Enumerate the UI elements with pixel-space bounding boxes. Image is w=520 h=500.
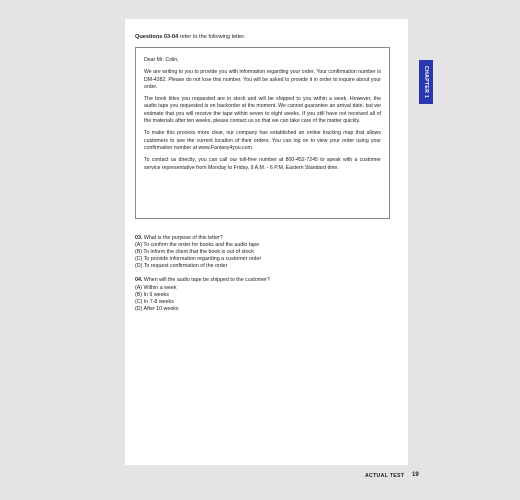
answer-option-b: (B) In 9 weeks bbox=[135, 291, 169, 298]
document-page bbox=[125, 19, 408, 465]
question-list bbox=[135, 235, 395, 320]
letter-paragraph-1: We are writing to you to provide you with information regarding your order. Your confirmation number is DM-4382. Please do not lose this number. You will be asked to provide it in order to inquire about your order. bbox=[144, 69, 381, 90]
question-stem bbox=[135, 277, 395, 284]
answer-option-c: (C) To provide information regarding a customer order bbox=[135, 256, 262, 263]
footer-label: ACTUAL TEST bbox=[365, 473, 405, 479]
letter-salutation: Dear Mr. Colin, bbox=[144, 57, 179, 63]
question-text: When will the audio tape be shipped to the customer? bbox=[142, 277, 270, 284]
answer-option-d: (D) To request confirmation of the order bbox=[135, 263, 228, 270]
answer-option-a: (A) Within a week bbox=[135, 284, 177, 291]
questions-heading bbox=[135, 34, 245, 41]
question-03 bbox=[135, 235, 395, 270]
letter-paragraph-2: The book titles you requested are in stock and will be shipped to you within a week. However, the audio tape you requested is on backorder at the moment. We cannot guarantee an arrival date, but we estimate that you will receive the tape within seven to eight weeks. If you still have not received all of the materials after ten weeks, please contact us so that we can take care of the matter quickly. bbox=[144, 96, 381, 125]
questions-heading-text: refer to the following letter. bbox=[178, 34, 246, 40]
answer-option-b: (B) To inform the client that the book is out of stock bbox=[135, 249, 254, 256]
answer-option-c: (C) In 7-8 weeks bbox=[135, 298, 174, 305]
question-stem bbox=[135, 235, 395, 242]
letter-box bbox=[135, 47, 390, 219]
answer-option-a: (A) To confirm the order for books and the audio tape bbox=[135, 242, 260, 249]
answer-option-d: (D) After 10 weeks bbox=[135, 305, 179, 312]
question-04 bbox=[135, 277, 395, 312]
chapter-tab bbox=[419, 60, 433, 104]
question-number: 04. bbox=[135, 277, 143, 284]
question-text: What is the purpose of this letter? bbox=[142, 235, 223, 241]
letter-paragraph-4: To contact us directly, you can call our toll-free number at 800-452-7245 to speak with a customer service representative from Monday to Friday, 9 A.M. - 6 P.M. Eastern Standard time. bbox=[144, 157, 381, 171]
page-number: 19 bbox=[412, 472, 419, 478]
chapter-tab-label: CHAPTER 1 bbox=[423, 65, 430, 99]
questions-range: Questions 03-04 bbox=[135, 34, 179, 40]
letter-paragraph-3: To make this process more clear, our company has established an online tracking map that allows customers to see the current location of their orders. You can log on to view your order using your confirmation number at www.Fantasy4you.com. bbox=[144, 130, 381, 151]
question-number: 03. bbox=[135, 235, 143, 241]
